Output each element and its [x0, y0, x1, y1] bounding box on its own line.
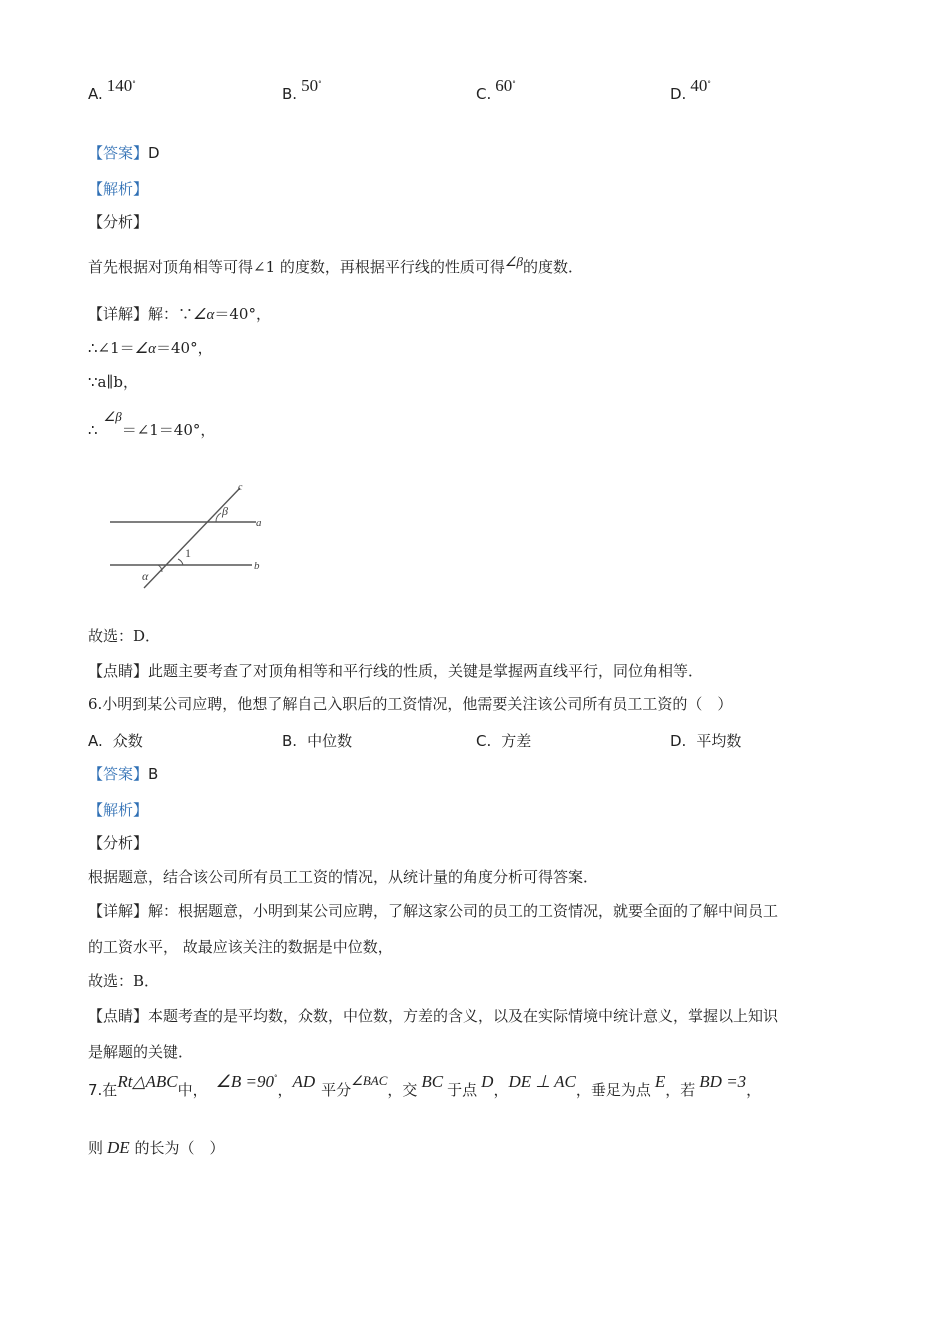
stem-text: ，垂足为点 [575, 1081, 651, 1099]
point-e: E [654, 1072, 666, 1091]
q6-fenxi-text: 根据题意，结合该公司所有员工工资的情况，从统计量的角度分析可得答案． [88, 868, 599, 886]
option-value: 50 [301, 76, 319, 95]
degree-mark: ° [707, 80, 711, 88]
stem-text: 平分 [321, 1081, 352, 1099]
beta-arc [216, 513, 221, 522]
stem-text: 的长为（ ） [129, 1139, 225, 1157]
q6-option-c [476, 730, 531, 751]
bd-value: BD =3 [699, 1072, 747, 1091]
detail-tag: 【详解】 [88, 305, 149, 323]
degree-mark: ° [512, 80, 516, 88]
answer-tag: 【答案】 [88, 765, 149, 783]
label-one: 1 [185, 546, 191, 560]
fenxi-text [88, 254, 584, 278]
q6-choose-line: 故选：B． [88, 972, 160, 990]
analysis-tag: 【解析】 [88, 180, 149, 198]
detail-text: 解：根据题意，小明到某公司应聘，了解这家公司的员工的工资情况，就要全面的了解中间员工 [148, 902, 779, 920]
dianjing-tag: 【点睛】 [88, 662, 149, 680]
detail-line-2 [88, 338, 213, 359]
option-value: 中位数 [307, 732, 353, 750]
detail-line-3: ∵a∥b， [88, 373, 139, 391]
option-b [282, 76, 322, 104]
detail-line-1 [88, 304, 271, 325]
detail-line-4 [88, 409, 216, 441]
option-value: 40 [690, 76, 708, 95]
answer-value: D [148, 144, 160, 162]
q6-option-d [670, 730, 741, 751]
option-value: 方差 [501, 732, 532, 750]
parallel-lines-figure [104, 476, 274, 594]
detail-text: ∴∠1＝ [88, 339, 135, 357]
segment-bc: BC [421, 1072, 444, 1091]
segment-ad: AD [292, 1072, 316, 1091]
label-alpha: α [142, 569, 149, 583]
option-value: 140 [106, 76, 133, 95]
dianjing-tag: 【点睛】 [88, 1007, 149, 1025]
degree-mark: ° [273, 1074, 278, 1082]
detail-text: ＝40°， [155, 339, 213, 357]
option-value: 60 [495, 76, 513, 95]
answer-tag: 【答案】 [88, 144, 149, 162]
q6-stem: 6.小明到某公司应聘，他想了解自己入职后的工资情况，他需要关注该公司所有员工工资的（ ） [88, 695, 733, 713]
option-label: D. [670, 85, 687, 103]
q7-stem-line-2 [88, 1138, 224, 1158]
option-label: A. [88, 85, 103, 103]
de-perp-ac: DE ⊥ AC [508, 1072, 576, 1091]
q6-detail-line-1 [88, 901, 778, 921]
dianjing-text: 本题考查的是平均数，众数，中位数，方差的含义，以及在实际情境中统计意义，掌握以上知识 [148, 1007, 779, 1025]
degree-mark: ° [318, 80, 322, 88]
q6-detail-line-2: 的工资水平， 故最应该关注的数据是中位数， [88, 938, 393, 956]
detail-text: ＝40°， [214, 305, 271, 323]
option-label: D. [670, 732, 687, 750]
stem-text: 则 [88, 1139, 104, 1157]
alpha-angle: ∠α [134, 341, 156, 357]
line-c [144, 488, 240, 588]
option-label: B. [282, 732, 298, 750]
beta-angle: ∠β [504, 254, 524, 269]
option-value: 众数 [112, 732, 143, 750]
beta-angle: ∠β [103, 409, 122, 424]
alpha-angle: ∠α [193, 307, 215, 323]
label-beta: β [222, 504, 228, 518]
detail-text: ＝∠1＝40°， [121, 421, 216, 439]
fenxi-text-2: 的度数． [523, 258, 584, 276]
dianjing-line [88, 661, 703, 681]
q6-analysis-tag: 【解析】 [88, 801, 149, 819]
stem-text: ， [493, 1081, 509, 1099]
stem-text: ，交 [387, 1081, 418, 1099]
stem-text: ， [277, 1081, 293, 1099]
detail-text: 解：∵ [148, 305, 194, 323]
angle-bac: ∠BAC [351, 1073, 388, 1088]
q6-dianjing-line-2: 是解题的关键． [88, 1043, 194, 1061]
degree-mark: ° [132, 80, 136, 88]
choose-line: 故选：D． [88, 627, 161, 645]
one-arc [178, 559, 183, 565]
label-a: a [256, 517, 262, 529]
q6-option-b [282, 730, 352, 751]
stem-text: ， [746, 1081, 762, 1099]
q7-stem-line-1 [88, 1072, 762, 1101]
option-d [670, 76, 711, 104]
triangle-name: Rt△ABC [117, 1072, 178, 1091]
stem-text: 于点 [447, 1081, 478, 1099]
point-d: D [481, 1072, 494, 1091]
option-c [476, 76, 516, 104]
q6-fenxi-tag: 【分析】 [88, 834, 149, 852]
question-number: 7.在 [88, 1081, 118, 1099]
detail-text: ∴ [88, 421, 98, 439]
q6-option-a [88, 730, 143, 751]
option-label: C. [476, 85, 492, 103]
stem-text: 中， [177, 1081, 208, 1099]
segment-de: DE [107, 1138, 130, 1157]
option-label: A. [88, 732, 103, 750]
fenxi-tag: 【分析】 [88, 213, 149, 231]
q6-dianjing-line-1 [88, 1006, 778, 1026]
option-value: 平均数 [696, 732, 742, 750]
label-c: c [238, 482, 243, 493]
stem-text: ，若 [665, 1081, 696, 1099]
answer-value: B [148, 765, 159, 783]
q6-answer-line [88, 764, 158, 784]
option-label: B. [282, 85, 298, 103]
dianjing-text: 此题主要考查了对顶角相等和平行线的性质，关键是掌握两直线平行，同位角相等． [148, 662, 704, 680]
option-label: C. [476, 732, 492, 750]
option-a [88, 76, 136, 104]
fenxi-text-1: 首先根据对顶角相等可得∠1 的度数，再根据平行线的性质可得 [88, 258, 505, 276]
detail-tag: 【详解】 [88, 902, 149, 920]
angle-b: ∠B =90 [215, 1072, 274, 1091]
label-b: b [254, 560, 260, 572]
answer-line [88, 143, 160, 163]
